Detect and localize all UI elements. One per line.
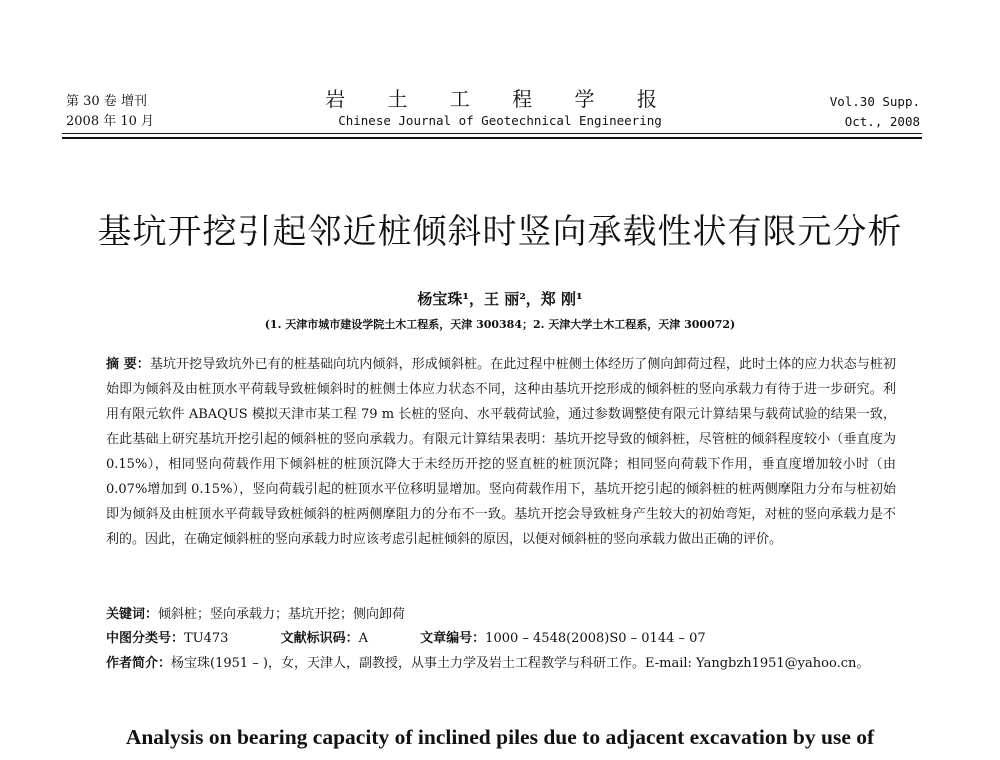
bio-label: 作者简介： <box>106 656 172 671</box>
abstract <box>106 352 896 552</box>
clc-value: TU473 <box>184 631 229 646</box>
volume-en: Vol.30 Supp. <box>829 94 920 109</box>
bio-text: 杨宝珠(1951 – )，女，天津人，副教授，从事土力学及岩土工程教学与科研工作。E-mail: Yangbzh1951@yahoo.cn。 <box>171 656 870 671</box>
doc-code-label: 文献标识码： <box>280 631 359 646</box>
paper-title: 基坑开挖引起邻近桩倾斜时竖向承载性状有限元分析 <box>97 212 903 252</box>
article-no-group <box>420 631 706 646</box>
clc-label: 中图分类号： <box>106 631 185 646</box>
classification-line <box>106 628 754 650</box>
article-no-value: 1000 – 4548(2008)S0 – 0144 – 07 <box>485 631 706 646</box>
journal-name-en: Chinese Journal of Geotechnical Engineering <box>338 113 662 128</box>
keywords: 倾斜桩；竖向承载力；基坑开挖；侧向卸荷 <box>158 607 406 622</box>
doc-code-group <box>281 631 368 646</box>
affiliations: (1. 天津市城市建设学院土木工程系，天津 300384；2. 天津大学土木工程系，天津 300072) <box>264 318 736 331</box>
journal-name-cn: 岩 土 工 程 学 报 <box>325 87 675 111</box>
header-rule-thick <box>62 137 922 139</box>
keywords-line <box>106 604 405 626</box>
volume-line: 第 30 卷 增刊 <box>66 94 147 109</box>
article-no-label: 文章编号： <box>420 631 486 646</box>
date-en: Oct., 2008 <box>844 114 920 129</box>
author-bio <box>106 652 906 676</box>
clc-group <box>106 631 228 646</box>
english-title: Analysis on bearing capacity of inclined piles due to adjacent excavation by use of <box>125 725 875 749</box>
date-line: 2008 年 10 月 <box>66 114 155 129</box>
abstract-text: 基坑开挖导致坑外已有的桩基础向坑内倾斜，形成倾斜桩。在此过程中桩侧土体经历了侧向卸荷过程，此时土体的应力状态与桩初始即为倾斜及由桩顶水平荷载导致桩倾斜时的桩侧土体应力状态不同，这种由基坑开挖形成的倾斜桩的竖向承载力有待于进一步研究。利用有限元软件 ABAQUS 模拟天津市某工程 79 m 长桩的竖向、水平载荷试验，通过参数调整使有限元计算结果与载荷试验的结果一致，在此基础上研究基坑开挖引起的倾斜桩的竖向承载力。有限元计算结果表明：基坑开挖导致的倾斜桩，尽管桩的倾斜程度较小（垂直度为 0.15%），相同竖向荷载作用下倾斜桩的桩顶沉降大于未经历开挖的竖直桩的桩顶沉降；相同竖向荷载下作用，垂直度增加较小时（由 0.07%增加到 0.15%），竖向荷载引起的桩顶水平位移明显增加。竖向荷载作用下，基坑开挖引起的倾斜桩的桩两侧摩阻力分布与桩初始即为倾斜及由桩顶水平荷载导致桩倾斜的桩两侧摩阻力的分布不一致。基坑开挖会导致桩身产生较大的初始弯矩，对桩的竖向承载力是不利的。因此，在确定倾斜桩的竖向承载力时应该考虑引起桩倾斜的原因，以便对倾斜桩的竖向承载力做出正确的评价。 <box>106 357 896 547</box>
doc-code-value: A <box>358 631 369 646</box>
authors: 杨宝珠¹，王 丽²，郑 刚¹ <box>417 290 583 308</box>
abstract-label: 摘 要： <box>106 357 150 372</box>
header-rule-thin <box>62 133 922 134</box>
header-right <box>830 92 920 132</box>
keywords-label: 关键词： <box>106 607 159 622</box>
